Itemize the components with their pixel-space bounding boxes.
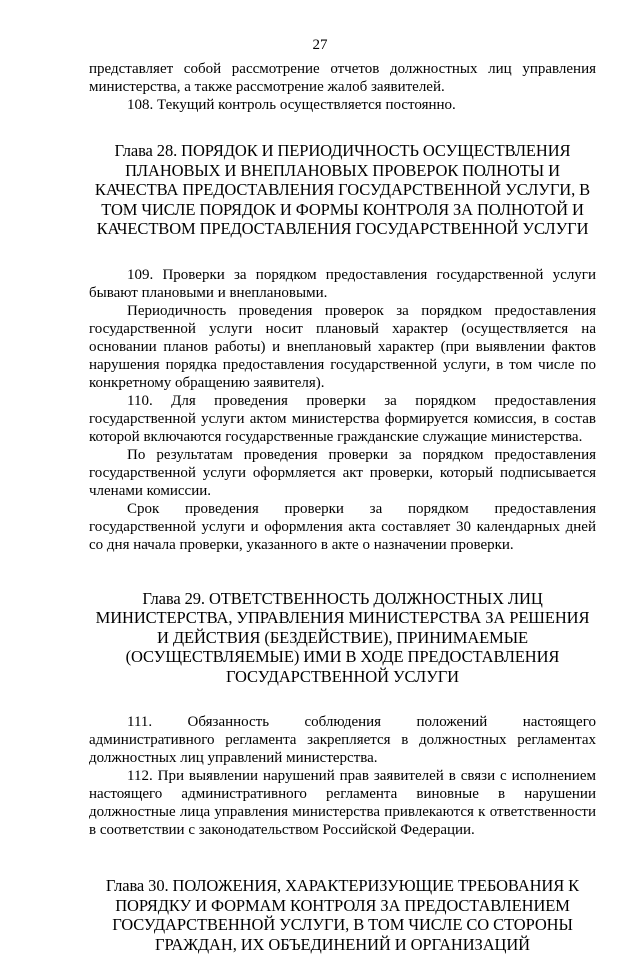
paragraph-110: 110. Для проведения проверки за порядком предоставления государственной услуги актом министерства формируется комиссия, в состав которой включаются государственные гражданские служащие министерства. [89, 392, 596, 445]
paragraph-111: 111. Обязанность соблюдения положений настоящего административного регламента закрепляется в должностных регламентах должностных лиц управлений министерства. [89, 714, 596, 766]
paragraph-inspection-results: По результатам проведения проверки за порядком предоставления государственной услуги оформляется акт проверки, который подписывается членами комиссии. [89, 446, 596, 499]
paragraph-109: 109. Проверки за порядком предоставления государственной услуги бывают плановыми и внеплановыми. [89, 266, 596, 301]
paragraph-continuation: представляет собой рассмотрение отчетов должностных лиц управления министерства, а также рассмотрение жалоб заявителей. [89, 61, 596, 95]
paragraph-periodicity: Периодичность проведения проверок за порядком предоставления государственной услуги носит плановый характер (осуществляется на основании планов работы) и внеплановый характер (при выявлении фактов нарушения порядка предоставления государственной услуги, в том числе по конкретному обращению заявителя). [89, 302, 596, 391]
paragraph-112: 112. При выявлении нарушений прав заявителей в связи с исполнением настоящего административного регламента виновные в нарушении должностные лица управления министерства привлекаются к ответственности в соответствии с законодательством Российской Федерации. [89, 768, 596, 838]
chapter-28-heading: Глава 28. ПОРЯДОК И ПЕРИОДИЧНОСТЬ ОСУЩЕСТВЛЕНИЯ ПЛАНОВЫХ И ВНЕПЛАНОВЫХ ПРОВЕРОК ПОЛНОТЫ И КАЧЕСТВА ПРЕДОСТАВЛЕНИЯ ГОСУДАРСТВЕННОЙ УСЛУГИ, В ТОМ ЧИСЛЕ ПОРЯДОК И ФОРМЫ КОНТРОЛЯ ЗА ПОЛНОТОЙ И КАЧЕСТВОМ ПРЕДОСТАВЛЕНИЯ ГОСУДАРСТВЕННОЙ УСЛУГИ [94, 141, 591, 238]
page-content [89, 60, 596, 954]
paragraph-inspection-term: Срок проведения проверки за порядком предоставления государственной услуги и оформления акта составляет 30 календарных дней со дня начала проверки, указанного в акте о назначении проверки. [89, 500, 596, 553]
paragraph-108: 108. Текущий контроль осуществляется постоянно. [127, 97, 456, 113]
page-number: 27 [312, 37, 328, 53]
chapter-30-heading: Глава 30. ПОЛОЖЕНИЯ, ХАРАКТЕРИЗУЮЩИЕ ТРЕБОВАНИЯ К ПОРЯДКУ И ФОРМАМ КОНТРОЛЯ ЗА ПРЕДОСТАВЛЕНИЕМ ГОСУДАРСТВЕННОЙ УСЛУГИ, В ТОМ ЧИСЛЕ СО СТОРОНЫ ГРАЖДАН, ИХ ОБЪЕДИНЕНИЙ И ОРГАНИЗАЦИЙ [105, 876, 580, 954]
chapter-29-heading: Глава 29. ОТВЕТСТВЕННОСТЬ ДОЛЖНОСТНЫХ ЛИЦ МИНИСТЕРСТВА, УПРАВЛЕНИЯ МИНИСТЕРСТВА ЗА РЕШЕНИЯ И ДЕЙСТВИЯ (БЕЗДЕЙСТВИЕ), ПРИНИМАЕМЫЕ (ОСУЩЕСТВЛЯЕМЫЕ) ИМИ В ХОДЕ ПРЕДОСТАВЛЕНИЯ ГОСУДАРСТВЕННОЙ УСЛУГИ [95, 588, 590, 686]
